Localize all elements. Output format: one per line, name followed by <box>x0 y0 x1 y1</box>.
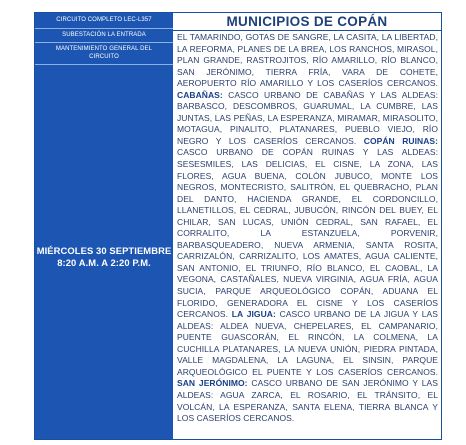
section-name-la-jigua: LA JIGUA: <box>231 309 276 320</box>
outage-notice-table <box>34 12 442 440</box>
municipalities-panel <box>173 13 441 439</box>
section-text: CASCO URBANO DE LA JIGUA Y LAS ALDEAS: ALDEA NUEVA, CHEPELARES, EL CAMPANARIO, PUENTE GUASCORÁN, EL RINCÓN, LA COLMENA, LA CUCHILLA PLATANARES, LA NUEVA UNIÓN, PIEDRA PINTADA, VALLE MAGDALENA, LA LAGUNA, EL SINSIN, PARQUE ARQUEOLÓGICO EL PUENTE Y LOS CASERÍOS CERCANOS. <box>177 309 438 377</box>
substation-label: SUBESTACIÓN LA ENTRADA <box>35 29 173 43</box>
section-name-copan-ruinas: COPÁN RUINAS: <box>363 135 438 146</box>
schedule-cell <box>35 65 173 440</box>
municipalities-text <box>173 31 441 425</box>
section-name-cabanas: CABAÑAS: <box>177 89 223 100</box>
section-text: CASCO URBANO DE CABAÑAS Y LAS ALDEAS: BARBASCO, DESCOMBROS, GUARUMAL, LA CUMBRE, LAS JUNTAS, LAS PEÑAS, LA ESPERANZA, MIRAMAR, MIRASOLITO, MOTAGUA, PINALITO, PLATANARES, PUEBLO VIEJO, RÍO NEGRO Y LOS CASERÍOS CERCANOS. <box>177 89 438 146</box>
schedule-date: MIÉRCOLES 30 SEPTIEMBRE <box>36 244 172 256</box>
section-text: CASCO URBANO DE COPÁN RUINAS Y LAS ALDEAS: SESESMILES, LAS DELICIAS, EL CISNE, LA ZONA, LAS FLORES, AGUA BUENA, COLÓN JUBUCO, MONTE LOS NEGROS, MONTECRISTO, SALITRÓN, EL QUEBRACHO, PLAN DEL DANTO, HACIENDA GRANDE, EL CORDONCILLO, LLANETILLOS, EL CEDRAL, JUBUCÓN, RINCÓN DEL BUEY, EL CHILAR, SAN LUCAS, UNIÓN CEDRAL, SAN RAFAEL, EL CORRALITO, LA ESTANZUELA, PORVENIR, BARBASQUEADERO, NUEVA ARMENIA, SANTA ROSITA, CARRIZALÓN, CARRIZALITO, LOS AMATES, AGUA CALIENTE, SAN ANTONIO, EL TRIUNFO, RÍO BLANCO, EL CAOBAL, LA VEGONA, CASTAÑALES, NUEVA VIRGINIA, AGUA FRÍA, AGUA SUCIA, PARQUE ARQUEOLÓGICO COPÁN, ADUANA EL FLORIDO, GENERADORA EL CISNE Y LOS CASERÍOS CERCANOS. <box>177 147 438 320</box>
schedule-panel <box>35 13 173 439</box>
circuit-label: CIRCUITO COMPLETO LEC-L357 <box>35 13 173 29</box>
maintenance-label: MANTENIMIENTO GENERAL DEL CIRCUITO <box>35 43 173 65</box>
section-text: EL TAMARINDO, GOTAS DE SANGRE, LA CASITA, LA LIBERTAD, LA REFORMA, PLANES DE LA BREA, LOS RANCHOS, MIRASOL, PLAN GRANDE, RASTROJITOS, RÍO AMARILLO, RÍO BLANCO, SAN JERÓNIMO, TIERRA FRÍA, VARA DE COHETE, AEROPUERTO RÍO AMARILLO Y LOS CASERÍOS CERCANOS. <box>177 32 438 89</box>
section-text: CASCO URBANO DE SAN JERÓNIMO Y LAS ALDEAS: AGUA ZARCA, EL ROSARIO, EL TRÁNSITO, EL VOLCÁN, LA ESPERANZA, SANTA ELENA, TIERRA BLANCA Y LOS CASERÍOS CERCANOS. <box>177 378 438 424</box>
schedule-time: 8:20 A.M. A 2:20 P.M. <box>57 256 151 268</box>
section-name-san-jeronimo: SAN JERÓNIMO: <box>177 378 248 389</box>
page-title: MUNICIPIOS DE COPÁN <box>173 13 441 31</box>
